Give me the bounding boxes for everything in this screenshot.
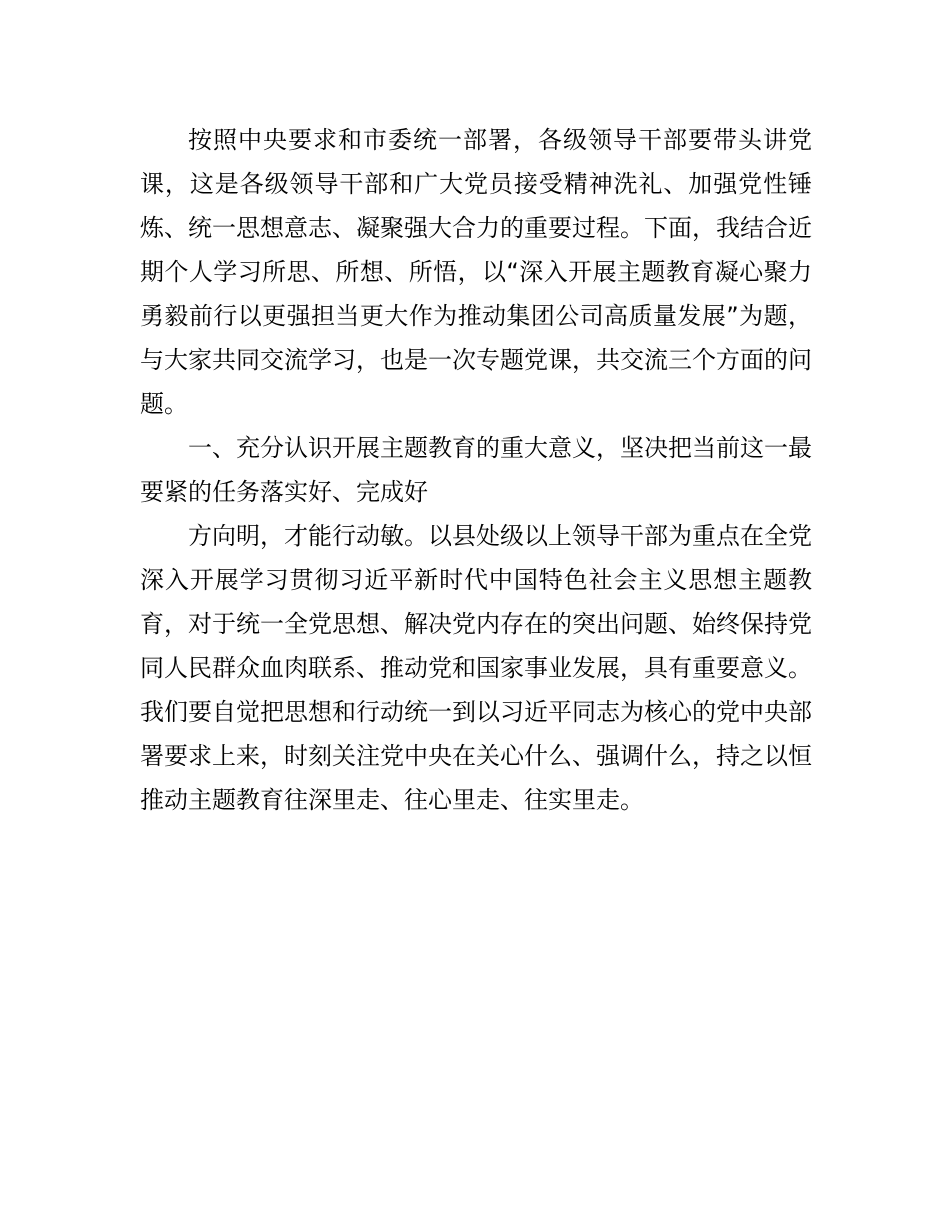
document-body [140, 118, 812, 822]
intro-paragraph: 按照中央要求和市委统一部署，各级领导干部要带头讲党课，这是各级领导干部和广大党员接受精神洗礼、加强党性锤炼、统一思想意志、凝聚强大合力的重要过程。下面，我结合近期个人学习所思、所想、所悟，以“深入开展主题教育凝心聚力勇毅前行以更强担当更大作为推动集团公司高质量发展”为题，与大家共同交流学习，也是一次专题党课，共交流三个方面的问题。 [140, 126, 812, 418]
section-heading: 一、充分认识开展主题教育的重大意义，坚决把当前这一最要紧的任务落实好、完成好 [140, 434, 812, 506]
section-paragraph: 方向明，才能行动敏。以县处级以上领导干部为重点在全党深入开展学习贯彻习近平新时代中国特色社会主义思想主题教育，对于统一全党思想、解决党内存在的突出问题、始终保持党同人民群众血肉联系、推动党和国家事业发展，具有重要意义。我们要自觉把思想和行动统一到以习近平同志为核心的党中央部署要求上来，时刻关注党中央在关心什么、强调什么，持之以恒推动主题教育往深里走、往心里走、往实里走。 [140, 522, 812, 814]
